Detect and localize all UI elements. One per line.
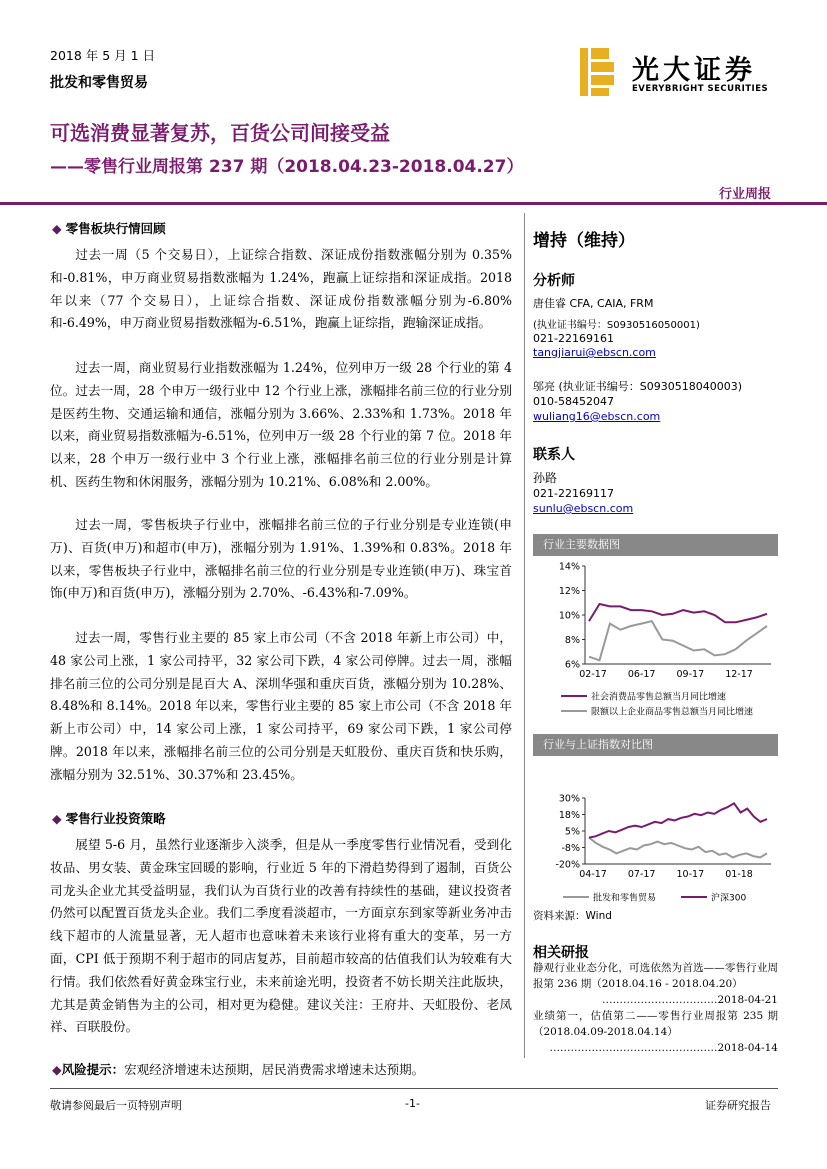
footer-right: 证券研究报告 (705, 1099, 771, 1112)
report-subtitle: ——零售行业周报第 237 期（2018.04.23-2018.04.27） (50, 157, 524, 177)
x-tick-label: 12-17 (725, 669, 753, 680)
y-tick-label: 6% (564, 659, 580, 671)
report-date: 2018 年 5 月 1 日 (50, 48, 156, 63)
legend-label-1: 沪深300 (711, 893, 747, 904)
risk-note: ◆风险提示：宏观经济增速未达预期，居民消费需求增速未达预期。 (52, 1062, 425, 1077)
legend-label-1: 限额以上企业商品零售总额当月同比增速 (591, 707, 754, 718)
analyst-1-phone: 021-22169161 (533, 332, 614, 345)
analyst-2-name: 邬亮 (执业证书编号：S0930518040003) (533, 380, 743, 393)
y-tick-label: 12% (558, 586, 580, 597)
series-line-1 (589, 621, 767, 660)
legend-label-0: 社会消费品零售总额当月同比增速 (591, 692, 727, 703)
x-tick-label: 09-17 (676, 669, 705, 680)
paragraph-3: 过去一周，零售板块子行业中，涨幅排名前三位的子行业分别是专业连锁(申万)、百货(申万)和超市(申万)，涨幅分别为 1.91%、1.39%和 0.83%。2018 年以来，零售板块子行业中，涨幅排名前三位的行业分别是专业连锁(申万)、珠宝首饰(申万)和百货(申万)，涨幅分别为 2.70%、-6.43%和-7.09%。 (50, 517, 512, 601)
report-type: 行业周报 (719, 187, 772, 202)
logo-en-text: EVERYBRIGHT SECURITIES (632, 84, 769, 94)
contact-email[interactable]: sunlu@ebscn.com (533, 502, 634, 515)
logo-mark-icon (580, 48, 620, 96)
x-tick-label: 07-17 (627, 869, 656, 880)
analyst-heading: 分析师 (533, 273, 575, 289)
y-tick-label: -8% (561, 843, 580, 854)
x-tick-label: 06-17 (627, 669, 656, 680)
paragraph-1: 过去一周（5 个交易日），上证综合指数、深证成份指数涨幅分别为 0.35%和-0.81%，申万商业贸易指数涨幅为 1.24%，跑赢上证综指和深证成指。2018 年以来（77 个交易日），上证综合指数、深证成份指数涨幅分别为-6.80%和-6.49%，申万商业贸易指数涨幅为-6.51%，跑赢上证综指，跑输深证成指。 (50, 247, 512, 331)
related-report-2: 业绩第一，估值第二——零售行业周报第 235 期（2018.04.09-2018.04.14） …………………………………………2018-04-14 (533, 1010, 778, 1054)
y-tick-label: 8% (564, 635, 580, 646)
paragraph-5: 展望 5-6 月，虽然行业逐渐步入淡季，但是从一季度零售行业情况看，受到化妆品、男女装、黄金珠宝回暖的影响，行业近 5 年的下滑趋势得到了遏制，百货公司龙头企业尤其受益明显，我们认为百货行业的改善有持续性的基础，建议投资者仍然可以配置百货龙头企业。我们二季度看淡超市，一方面京东到家等新业务冲击线下超市的人流量显著，无人超市也意味着未来该行业将有重大的变革，另一方面，CPI 低于预期不利于超市的同店复苏，目前超市较高的估值我们认为较难有大行情。我们依然看好黄金珠宝行业，未来前途光明，投资者不妨长期关注此版块，尤其是黄金销售为主的公司，相对更为稳健。建议关注：王府井、天虹股份、老凤祥、百联股份。 (50, 837, 512, 1035)
analyst-1-email[interactable]: tangjiarui@ebscn.com (533, 346, 656, 359)
chart-industry-data (533, 556, 778, 724)
chart2-title: 行业与上证指数对比图 (533, 734, 778, 756)
footer-divider (50, 1088, 778, 1089)
y-tick-label: 14% (558, 561, 580, 573)
logo-cn-text: 光大证券 (632, 55, 756, 86)
contact-phone: 021-22169117 (533, 487, 614, 500)
rating: 增持（维持） (533, 231, 635, 251)
header-divider (0, 202, 827, 205)
series-line-1 (589, 803, 767, 837)
diamond-bullet-icon: ◆ (52, 221, 62, 236)
report-title: 可选消费显著复苏，百货公司间接受益 (50, 121, 390, 145)
related-report-1: 静观行业业态分化，可选依然为首选——零售行业周报第 236 期（2018.04.16 - 2018.04.20） ……………………………2018-04-21 (533, 962, 778, 1006)
y-tick-label: -20% (555, 859, 580, 871)
x-tick-label: 10-17 (676, 869, 705, 880)
sector-label: 批发和零售贸易 (50, 75, 148, 91)
y-tick-label: 5% (564, 826, 580, 838)
footer-disclaimer: 敬请参阅最后一页特别声明 (50, 1099, 182, 1112)
data-source: 资料来源：Wind (533, 910, 612, 922)
series-line-0 (589, 604, 767, 622)
contact-name: 孙路 (533, 471, 558, 485)
company-logo (580, 48, 780, 98)
legend-label-0: 批发和零售贸易 (593, 893, 657, 904)
analyst-1-cert: (执业证书编号：S0930516050001) (533, 320, 700, 331)
y-tick-label: 10% (558, 610, 580, 622)
contact-heading: 联系人 (533, 447, 575, 463)
y-tick-label: 30% (558, 793, 580, 805)
analyst-2-email[interactable]: wuliang16@ebscn.com (533, 410, 661, 423)
paragraph-2: 过去一周，商业贸易行业指数涨幅为 1.24%，位列申万一级 28 个行业的第 4 位。过去一周，28 个申万一级行业中 12 个行业上涨，涨幅排名前三位的行业分别是医药生物、交通运输和通信，涨幅分别为 3.66%、2.33%和 1.73%。2018 年以来，商业贸易指数涨幅为-6.51%，位列申万一级 28 个行业的第 7 位。2018 年以来，28 个申万一级行业中 3 个行业上涨，涨幅排名前三位的行业分别是计算机、医药生物和休闲服务，涨幅分别为 10.21%、6.08%和 2.00%。 (50, 360, 512, 489)
paragraph-4: 过去一周，零售行业主要的 85 家上市公司（不含 2018 年新上市公司）中，48 家公司上涨，1 家公司持平，32 家公司下跌，4 家公司停牌。过去一周，涨幅排名前三位的公司分别是昆百大 A、深圳华强和重庆百货，涨幅分别为 10.28%、8.48%和 8.14%。2018 年以来，零售行业主要的 85 家上市公司（不含 2018 年新上市公司）中，14 家公司上涨，1 家公司持平，69 家公司下跌，1 家公司停牌。2018 年以来，涨幅排名前三位的公司分别是天虹股份、重庆百货和快乐购，涨幅分别为 32.51%、30.37%和 23.45%。 (50, 630, 512, 782)
chart-industry-vs-index (533, 756, 778, 908)
x-tick-label: 01-18 (725, 869, 753, 880)
section-review-heading: ◆ 零售板块行情回顾 (52, 221, 166, 236)
footer-page-number: -1- (405, 1097, 420, 1110)
analyst-2-phone: 010-58452047 (533, 395, 614, 408)
diamond-bullet-icon: ◆ (52, 811, 62, 826)
x-tick-label: 02-17 (579, 669, 607, 680)
related-reports-heading: 相关研报 (533, 945, 589, 961)
analyst-1-name: 唐佳睿 CFA, CAIA, FRM (533, 297, 654, 310)
y-tick-label: 18% (558, 810, 580, 821)
sidebar-separator (524, 213, 525, 1058)
chart1-title: 行业主要数据图 (533, 534, 778, 556)
series-line-0 (589, 838, 767, 858)
x-tick-label: 04-17 (579, 869, 607, 880)
diamond-bullet-icon: ◆ (52, 1062, 62, 1077)
section-strategy-heading: ◆ 零售行业投资策略 (52, 811, 166, 826)
